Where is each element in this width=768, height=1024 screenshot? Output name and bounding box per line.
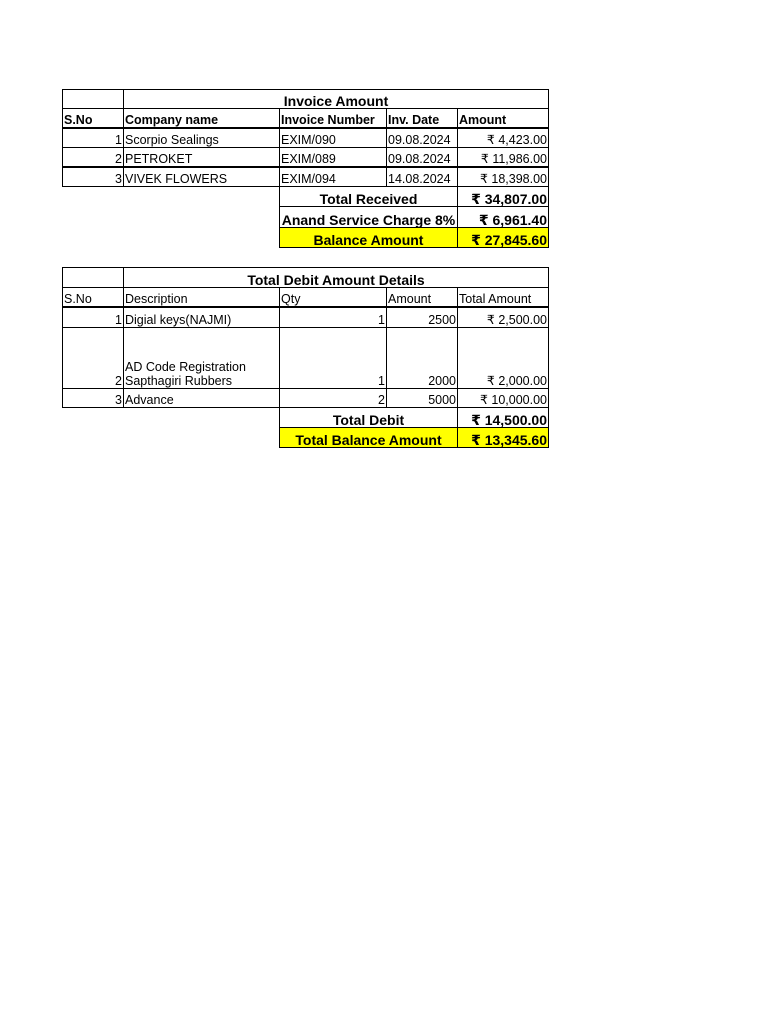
invoice-row-2-company[interactable]: PETROKET bbox=[123, 147, 280, 167]
debit-row-2-sno[interactable]: 2 bbox=[62, 327, 124, 389]
debit-header-sno[interactable]: S.No bbox=[62, 287, 124, 307]
invoice-row-2-sno[interactable]: 2 bbox=[62, 147, 124, 167]
debit-row-1-qty[interactable]: 1 bbox=[279, 307, 387, 328]
total-debit-value[interactable]: ₹ 14,500.00 bbox=[457, 407, 549, 428]
debit-row-1-amount[interactable]: 2500 bbox=[386, 307, 458, 328]
debit-row-1-description[interactable]: Digial keys(NAJMI) bbox=[123, 307, 280, 328]
invoice-row-3-sno[interactable]: 3 bbox=[62, 167, 124, 187]
header-amount[interactable]: Amount bbox=[457, 108, 549, 128]
invoice-row-1-sno[interactable]: 1 bbox=[62, 128, 124, 148]
debit-title-blank-cell[interactable] bbox=[62, 267, 124, 288]
invoice-row-3-number[interactable]: EXIM/094 bbox=[279, 167, 387, 187]
balance-amount-label[interactable]: Balance Amount bbox=[279, 227, 458, 248]
header-inv-date[interactable]: Inv. Date bbox=[386, 108, 458, 128]
service-charge-value[interactable]: ₹ 6,961.40 bbox=[457, 206, 549, 228]
header-company-name[interactable]: Company name bbox=[123, 108, 280, 128]
debit-row-3-sno[interactable]: 3 bbox=[62, 388, 124, 408]
invoice-row-3-amount[interactable]: ₹ 18,398.00 bbox=[457, 167, 549, 187]
total-balance-amount-label[interactable]: Total Balance Amount bbox=[279, 427, 458, 448]
debit-title[interactable]: Total Debit Amount Details bbox=[123, 267, 549, 288]
invoice-row-1-company[interactable]: Scorpio Sealings bbox=[123, 128, 280, 148]
debit-row-2-amount[interactable]: 2000 bbox=[386, 327, 458, 389]
debit-row-2-description-line-1: AD Code Registration bbox=[125, 360, 246, 374]
debit-row-1-total[interactable]: ₹ 2,500.00 bbox=[457, 307, 549, 328]
debit-row-2-description-line-2: Sapthagiri Rubbers bbox=[125, 374, 233, 388]
invoice-row-3-company[interactable]: VIVEK FLOWERS bbox=[123, 167, 280, 187]
debit-row-1-sno[interactable]: 1 bbox=[62, 307, 124, 328]
invoice-row-3-date[interactable]: 14.08.2024 bbox=[386, 167, 458, 187]
header-sno[interactable]: S.No bbox=[62, 108, 124, 128]
invoice-row-1-date[interactable]: 09.08.2024 bbox=[386, 128, 458, 148]
total-received-label[interactable]: Total Received bbox=[279, 186, 458, 207]
debit-row-2-description[interactable] bbox=[123, 327, 280, 389]
debit-row-3-qty[interactable]: 2 bbox=[279, 388, 387, 408]
debit-header-qty[interactable]: Qty bbox=[279, 287, 387, 307]
debit-row-2-qty[interactable]: 1 bbox=[279, 327, 387, 389]
invoice-title-blank-cell[interactable] bbox=[62, 89, 124, 109]
debit-header-amount[interactable]: Amount bbox=[386, 287, 458, 307]
invoice-row-2-number[interactable]: EXIM/089 bbox=[279, 147, 387, 167]
total-debit-label[interactable]: Total Debit bbox=[279, 407, 458, 428]
debit-row-3-description[interactable]: Advance bbox=[123, 388, 280, 408]
debit-header-total-amount[interactable]: Total Amount bbox=[457, 287, 549, 307]
debit-header-description[interactable]: Description bbox=[123, 287, 280, 307]
invoice-row-2-date[interactable]: 09.08.2024 bbox=[386, 147, 458, 167]
debit-row-3-total[interactable]: ₹ 10,000.00 bbox=[457, 388, 549, 408]
total-received-value[interactable]: ₹ 34,807.00 bbox=[457, 186, 549, 207]
invoice-row-2-amount[interactable]: ₹ 11,986.00 bbox=[457, 147, 549, 167]
debit-row-3-amount[interactable]: 5000 bbox=[386, 388, 458, 408]
header-invoice-number[interactable]: Invoice Number bbox=[279, 108, 387, 128]
invoice-row-1-number[interactable]: EXIM/090 bbox=[279, 128, 387, 148]
invoice-title[interactable]: Invoice Amount bbox=[123, 89, 549, 109]
total-balance-amount-value[interactable]: ₹ 13,345.60 bbox=[457, 427, 549, 448]
service-charge-label[interactable]: Anand Service Charge 8% bbox=[279, 206, 458, 228]
invoice-row-1-amount[interactable]: ₹ 4,423.00 bbox=[457, 128, 549, 148]
debit-row-2-total[interactable]: ₹ 2,000.00 bbox=[457, 327, 549, 389]
balance-amount-value[interactable]: ₹ 27,845.60 bbox=[457, 227, 549, 248]
